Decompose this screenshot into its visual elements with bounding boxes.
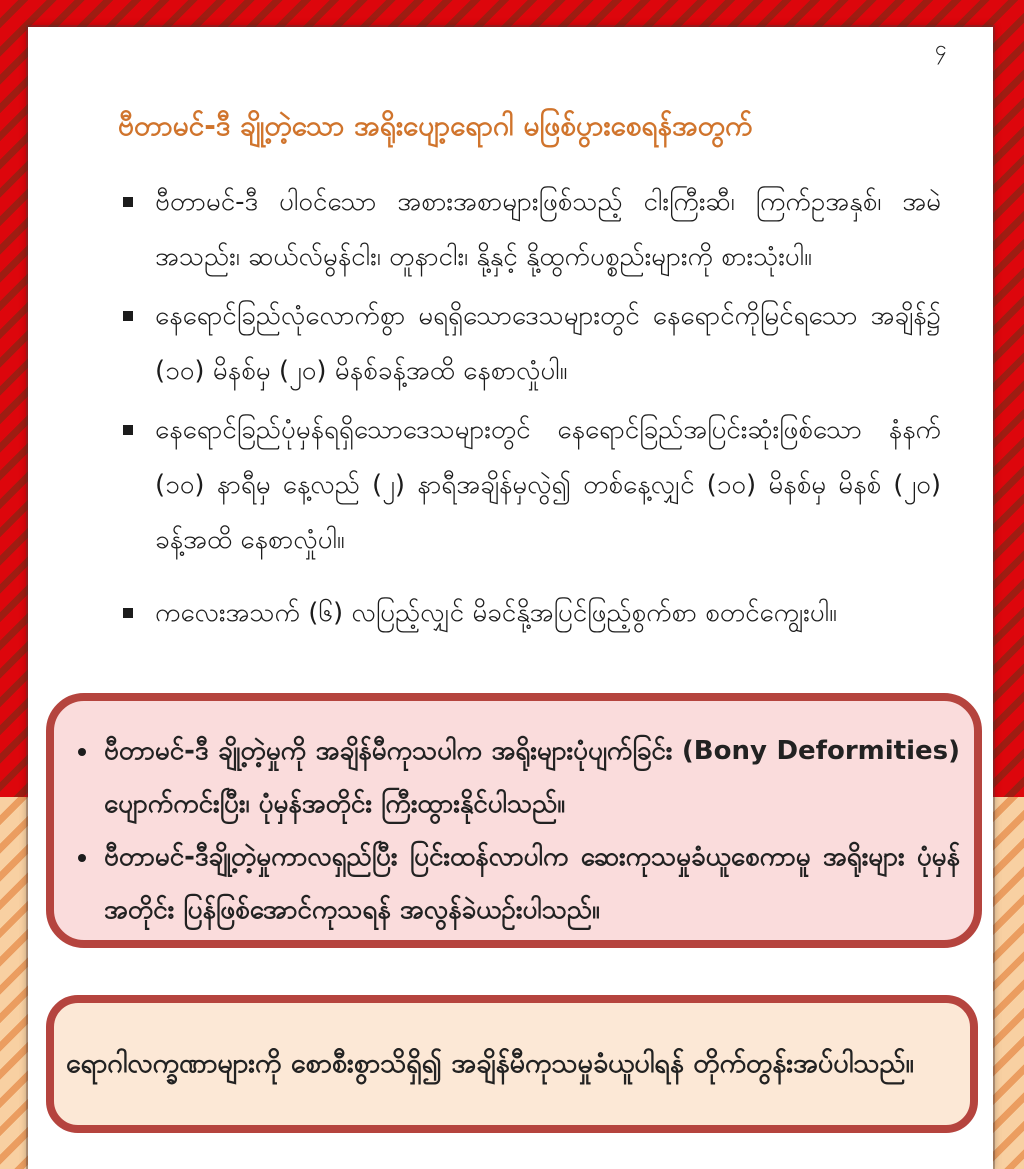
list-item-text: နေရောင်ခြည်လုံလောက်စွာ မရရှိသောဒေသများတွင် နေရောင်ကိုမြင်ရသော အချိန်၌ (၁၀) မိနစ်မှ (၂၀) မိနစ်ခန့်အထိ နေစာလှုံပါ။ xyxy=(155,301,941,386)
page-number: ၄ xyxy=(935,36,947,60)
section-heading: ဗီတာမင်-ဒီ ချို့တဲ့သော အရိုးပျော့ရောဂါ မဖြစ်ပွားစေရန်အတွက် xyxy=(118,109,753,142)
square-bullet-icon xyxy=(123,608,133,618)
key-point-item xyxy=(74,831,960,937)
key-points-box xyxy=(46,693,982,948)
key-point-item xyxy=(74,725,960,831)
square-bullet-icon xyxy=(123,311,133,321)
list-item xyxy=(123,289,941,399)
key-point-text: ဗီတာမင်-ဒီ ချို့တဲ့မှုကို အချိန်မီကုသပါက အရိုးများပုံပျက်ခြင်း (Bony Deformities) ပျောက်ကင်းပြီး၊ ပုံမှန်အတိုင်း ကြီးထွားနိုင်ပါသည်။ xyxy=(104,736,960,819)
list-item-text: နေရောင်ခြည်ပုံမှန်ရရှိသောဒေသများတွင် နေရောင်ခြည်အပြင်းဆုံးဖြစ်သော နံနက် (၁၀) နာရီမှ နေ့လည် (၂) နာရီအချိန်မှလွဲ၍ တစ်နေ့လျှင် (၁၀) မိနစ်မှ မိနစ် (၂၀) ခန့်အထိ နေစာလှုံပါ။ xyxy=(155,415,941,555)
advice-box xyxy=(46,995,978,1133)
round-bullet-icon xyxy=(78,854,86,862)
list-item xyxy=(123,175,941,285)
key-points-list xyxy=(54,701,974,937)
advice-text: ရောဂါလက္ခဏာများကို စောစီးစွာသိရှိ၍ အချိန်မီကုသမှုခံယူပါရန် တိုက်တွန်းအပ်ပါသည်။ xyxy=(66,1048,914,1079)
recommendation-list xyxy=(123,175,941,645)
list-item-text: ကလေးအသက် (၆) လပြည့်လျှင် မိခင်နို့အပြင်ဖြည့်စွက်စာ စတင်ကျွေးပါ။ xyxy=(155,598,837,628)
list-item xyxy=(123,586,941,641)
square-bullet-icon xyxy=(123,197,133,207)
list-item-text: ဗီတာမင်-ဒီ ပါဝင်သော အစားအစာများဖြစ်သည့် ငါးကြီးဆီ၊ ကြက်ဥအနှစ်၊ အမဲအသည်း၊ ဆယ်လ်မွန်ငါး၊ တူနာငါး၊ နို့နှင့် နို့ထွက်ပစ္စည်းများကို စားသုံးပါ။ xyxy=(155,187,941,272)
square-bullet-icon xyxy=(123,425,133,435)
document-page xyxy=(28,27,993,1169)
key-point-text: ဗီတာမင်-ဒီချို့တဲ့မှုကာလရှည်ပြီး ပြင်းထန်လာပါက ဆေးကုသမှုခံယူစေကာမူ အရိုးများ ပုံမှန်အတိုင်း ပြန်ဖြစ်အောင်ကုသရန် အလွန်ခဲယဉ်းပါသည်။ xyxy=(104,842,960,925)
round-bullet-icon xyxy=(78,748,86,756)
list-item xyxy=(123,403,941,568)
